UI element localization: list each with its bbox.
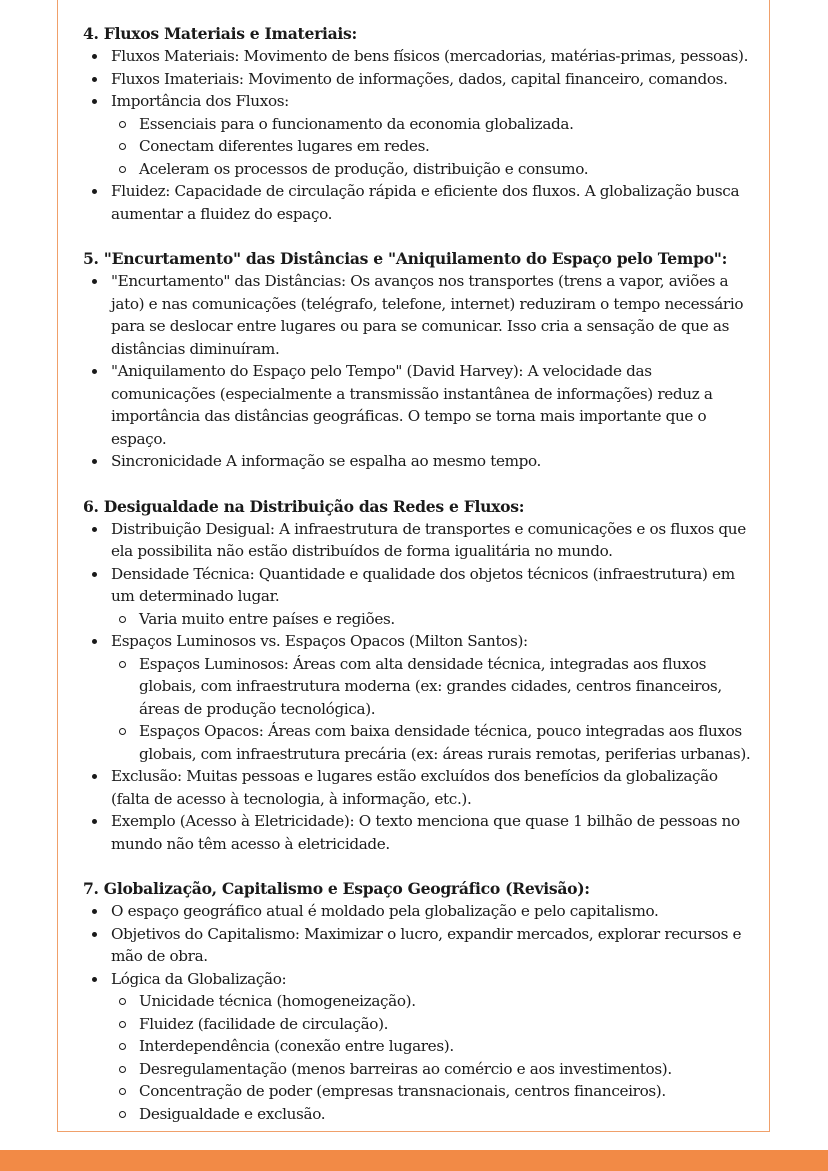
list-item [83, 563, 753, 631]
sub-list-item: Espaços Opacos: Áreas com baixa densidade técnica, pouco integradas aos fluxos globais, com infraestrutura precária (ex: áreas rurais remotas, periferias urbanas). [111, 720, 753, 765]
list-item [83, 450, 753, 473]
list-item [83, 360, 753, 450]
section-heading: 6. Desigualdade na Distribuição das Redes e Fluxos: [83, 496, 525, 516]
list-item-text: O espaço geográfico atual é moldado pela globalização e pelo capitalismo. [111, 902, 659, 920]
list-item-text: "Aniquilamento do Espaço pelo Tempo" (David Harvey): A velocidade das comunicações (especialmente a transmissão instantânea de informações) reduz a importância das distâncias geográficas. O tempo se torna mais importante que o espaço. [111, 362, 713, 448]
section-5 [83, 247, 753, 473]
list-item-text: Objetivos do Capitalismo: Maximizar o lucro, expandir mercados, explorar recursos e mão de obra. [111, 924, 742, 965]
list-item-text: Fluidez: Capacidade de circulação rápida e eficiente dos fluxos. A globalização busca aumentar a fluidez do espaço. [111, 182, 740, 223]
sub-list-item: Essenciais para o funcionamento da economia globalizada. [111, 113, 753, 136]
list-item [83, 180, 753, 225]
bottom-accent-bar [0, 1150, 828, 1171]
list-item-text: Exclusão: Muitas pessoas e lugares estão excluídos dos benefícios da globalização (falta de acesso à tecnologia, à informação, etc.). [111, 767, 718, 808]
list-item-text: "Encurtamento" das Distâncias: Os avanços nos transportes (trens a vapor, aviões a jato) e nas comunicações (telégrafo, telefone, internet) reduziram o tempo necessário para se deslocar entre lugares ou para se comunicar. Isso cria a sensação de que as distâncias diminuíram. [111, 272, 744, 358]
list-item [83, 900, 753, 923]
sub-list [111, 990, 753, 1125]
bullet-list [83, 45, 753, 225]
section-7 [83, 877, 753, 1125]
section-heading: 5. "Encurtamento" das Distâncias e "Aniquilamento do Espaço pelo Tempo": [83, 249, 728, 268]
list-item-text: Fluxos Materiais: Movimento de bens físicos (mercadorias, matérias-primas, pessoas). [111, 47, 749, 65]
list-item [83, 968, 753, 1126]
section-heading: 4. Fluxos Materiais e Imateriais: [83, 24, 357, 43]
sub-list-item: Aceleram os processos de produção, distribuição e consumo. [111, 158, 753, 181]
list-item [83, 810, 753, 855]
list-item [83, 68, 753, 91]
list-item [83, 45, 753, 68]
list-item-text: Lógica da Globalização: [111, 969, 287, 988]
bullet-list [83, 900, 753, 1125]
sub-list-item: Varia muito entre países e regiões. [111, 608, 753, 631]
sub-list-item: Desigualdade e exclusão. [111, 1103, 753, 1126]
bullet-list [83, 270, 753, 473]
sub-list [111, 608, 753, 631]
list-item-text: Importância dos Fluxos: [111, 92, 289, 110]
list-item-text: Espaços Luminosos vs. Espaços Opacos (Milton Santos): [111, 632, 528, 650]
section-heading: 7. Globalização, Capitalismo e Espaço Geográfico (Revisão): [83, 879, 590, 898]
list-item [83, 90, 753, 180]
sub-list-item: Interdependência (conexão entre lugares). [111, 1035, 753, 1058]
list-item-text: Exemplo (Acesso à Eletricidade): O texto menciona que quase 1 bilhão de pessoas no mundo não têm acesso à eletricidade. [111, 812, 740, 853]
list-item-text: Distribuição Desigual: A infraestrutura de transportes e comunicações e os fluxos que ela possibilita não estão distribuídos de forma igualitária no mundo. [111, 519, 746, 560]
list-item [83, 923, 753, 968]
section-6 [83, 495, 753, 856]
list-item [83, 518, 753, 563]
list-item-text: Sincronicidade A informação se espalha ao mesmo tempo. [111, 452, 542, 470]
sub-list-item: Fluidez (facilidade de circulação). [111, 1013, 753, 1036]
sub-list-item: Espaços Luminosos: Áreas com alta densidade técnica, integradas aos fluxos globais, com infraestrutura moderna (ex: grandes cidades, centros financeiros, áreas de produção tecnológica). [111, 653, 753, 721]
bullet-list [83, 518, 753, 856]
sub-list-item: Conectam diferentes lugares em redes. [111, 135, 753, 158]
sub-list-item: Unicidade técnica (homogeneização). [111, 990, 753, 1013]
list-item [83, 765, 753, 810]
sub-list [111, 113, 753, 181]
list-item-text: Fluxos Imateriais: Movimento de informações, dados, capital financeiro, comandos. [111, 69, 728, 88]
list-item-text: Densidade Técnica: Quantidade e qualidade dos objetos técnicos (infraestrutura) em um determinado lugar. [111, 564, 735, 605]
list-item [83, 270, 753, 360]
document-content [83, 22, 753, 1147]
list-item [83, 630, 753, 765]
section-4 [83, 22, 753, 225]
sub-list-item: Desregulamentação (menos barreiras ao comércio e aos investimentos). [111, 1058, 753, 1081]
sub-list-item: Concentração de poder (empresas transnacionais, centros financeiros). [111, 1080, 753, 1103]
sub-list [111, 653, 753, 766]
